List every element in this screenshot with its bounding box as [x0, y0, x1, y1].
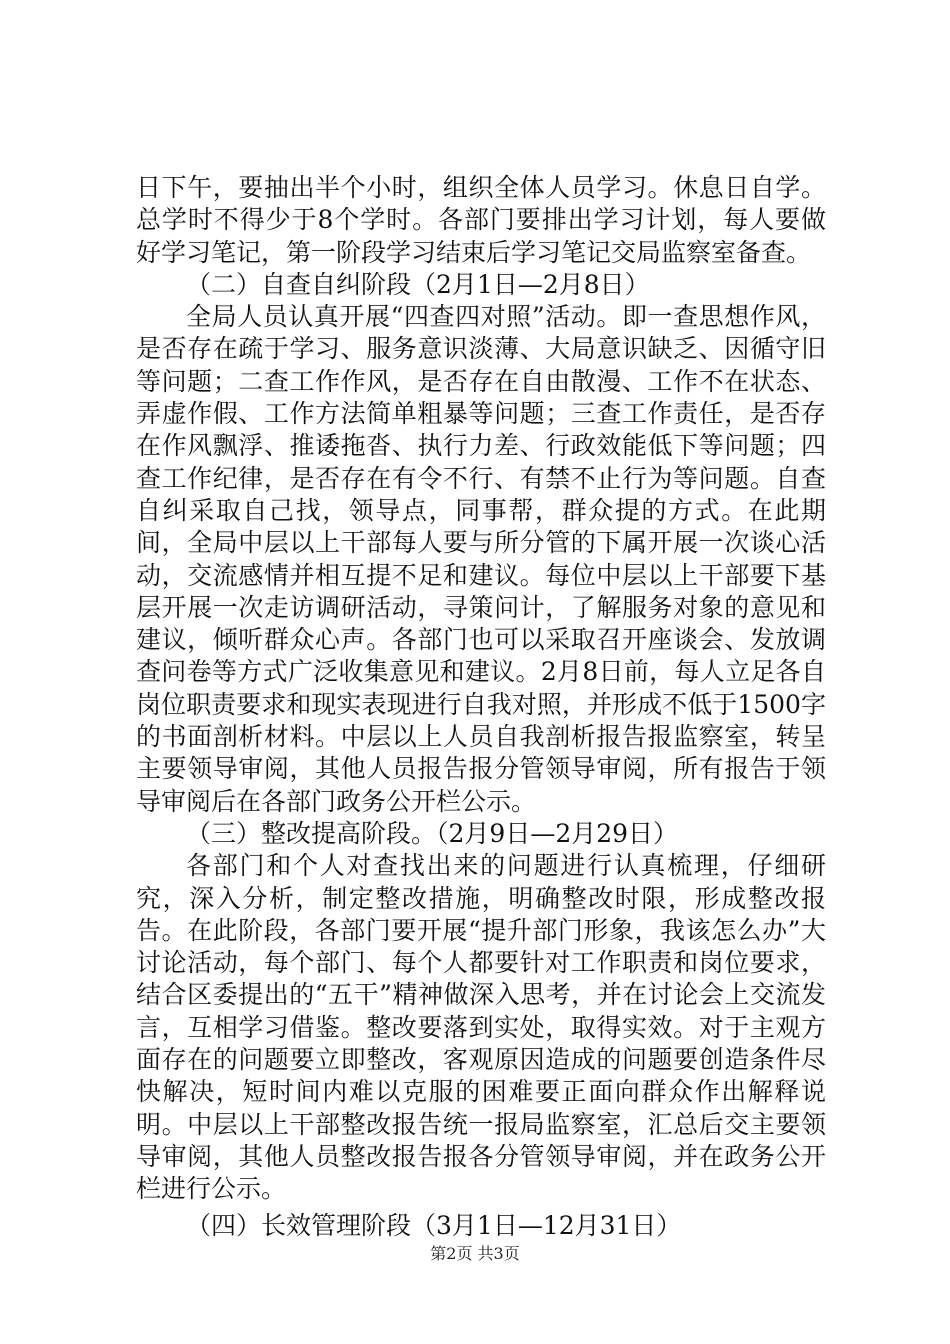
paragraph-study-schedule: 日下午，要抽出半个小时，组织全体人员学习。休息日自学。总学时不得少于8个学时。各部门要排出学习计划，每人要做好学习笔记，第一阶段学习结束后学习笔记交局监察室备查。: [136, 173, 826, 267]
heading-self-check-stage: （二）自查自纠阶段（2月1日—2月8日）: [186, 269, 650, 299]
document-body: [136, 172, 826, 1242]
paragraph-self-check: 全局人员认真开展“四查四对照”活动。即一查思想作风，是否存在疏于学习、服务意识淡薄、大局意识缺乏、因循守旧等问题；二查工作作风，是否存在自由散漫、工作不在状态、弄虚作假、工作方法简单粗暴等问题；三查工作责任，是否存在作风飘浮、推诿拖沓、执行力差、行政效能低下等问题；四查工作纪律，是否存在有令不行、有禁不止行为等问题。自查自纠采取自己找，领导点，同事帮，群众提的方式。在此期间，全局中层以上干部每人要与所分管的下属开展一次谈心活动，交流感情并相互提不足和建议。每位中层以上干部要下基层开展一次走访调研活动，寻策问计，了解服务对象的意见和建议，倾听群众心声。各部门也可以采取召开座谈会、发放调查问卷等方式广泛收集意见和建议。2月8日前，每人立足各自岗位职责要求和现实表现进行自我对照，并形成不低于1500字的书面剖析材料。中层以上人员自我剖析报告报监察室，转呈主要领导审阅，其他人员报告报分管领导审阅，所有报告于领导审阅后在各部门政务公开栏公示。: [136, 302, 826, 816]
heading-rectification-stage: （三）整改提高阶段。（2月9日—2月29日）: [186, 818, 679, 848]
heading-long-term-stage: （四）长效管理阶段（3月1日—12月31日）: [186, 1210, 682, 1240]
paragraph-rectification: 各部门和个人对查找出来的问题进行认真梳理，仔细研究，深入分析，制定整改措施，明确整改时限，形成整改报告。在此阶段，各部门要开展“提升部门形象，我该怎么办”大讨论活动，每个部门、每个人都要针对工作职责和岗位要求，结合区委提出的“五干”精神做深入思考，并在讨论会上交流发言，互相学习借鉴。整改要落到实处，取得实效。对于主观方面存在的问题要立即整改，客观原因造成的问题要创造条件尽快解决，短时间内难以克服的困难要正面向群众作出解释说明。中层以上干部整改报告统一报局监察室，汇总后交主要领导审阅，其他人员整改报告报各分管领导审阅，并在政务公开栏进行公示。: [136, 851, 826, 1204]
page-footer: 第2页 共3页: [430, 1244, 520, 1263]
